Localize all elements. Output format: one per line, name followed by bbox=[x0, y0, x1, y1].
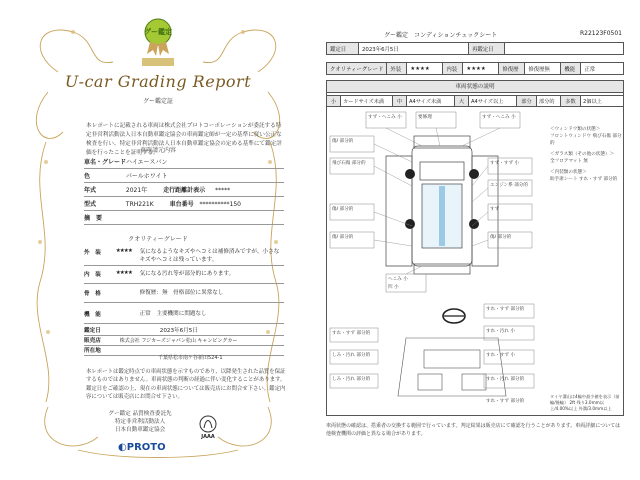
sheet-title: グー鑑定 コンディションチェックシート bbox=[384, 32, 498, 39]
interior-label: 内装 bbox=[443, 63, 463, 75]
vehicle-diagram bbox=[326, 106, 550, 416]
rear-window-outline bbox=[424, 350, 480, 368]
dealer-label: 販売店 bbox=[84, 338, 101, 344]
grade-label: 骨 格 bbox=[84, 291, 101, 297]
dealer-value: 株式会社 フジカーズジャパン松山 キャンピングカー bbox=[119, 338, 238, 344]
exterior-label: 外装 bbox=[387, 63, 407, 75]
mileage-value: ***** bbox=[215, 187, 231, 194]
model-row bbox=[84, 157, 284, 169]
year-row bbox=[84, 185, 284, 197]
function-label: 機能 bbox=[561, 63, 581, 75]
windshield-outline bbox=[420, 162, 464, 180]
damage-label: すず bbox=[490, 207, 500, 212]
inspection-date-table bbox=[326, 42, 624, 55]
note-line: ＜ウィンドウ類の状態＞ bbox=[550, 127, 601, 132]
vehicle-rear-outline bbox=[398, 338, 506, 396]
location-label: 所在地 bbox=[84, 348, 101, 354]
goo-kantei-seal-logo bbox=[136, 14, 180, 68]
location-value: 千葉県松市南ケ谷新田524-1 bbox=[158, 355, 223, 361]
grade-desc: 正常 主要機関に問題なし bbox=[139, 311, 207, 317]
chassis-label: 車台番号 bbox=[169, 201, 194, 208]
certificate-note: 本レポートは鑑定時点での車両状態を示すものであり、以降発生された品質を保証するものではありません。車両状態の判断の経過に伴い変化することがあります。鑑定日をご確認の上、現在の車両状態については販売店にお問合せ下さい。鑑定内容については販売店にお問合せ下さい。 bbox=[86, 369, 286, 401]
model-value: ハイエースバン bbox=[125, 159, 168, 166]
date-label: 鑑定日 bbox=[327, 43, 359, 55]
proto-mark-icon: ◐ bbox=[118, 442, 127, 453]
legend-a4ge: A4サイズ以上 bbox=[469, 96, 517, 107]
inspection-date-row bbox=[84, 326, 284, 336]
inspection-date-value: 2023年6月5日 bbox=[159, 328, 198, 334]
note-line: 助手席シート すれ・すず 部分的 bbox=[550, 177, 618, 182]
certificate-intro: 本レポートに記載される車両は株式会社プロトコーポレーションが委託する特定非営利活動法人日本自動車鑑定協会の車両鑑定師が一定の基準に従い公正な検査を行い、特定非営利活動法人日本自動車鑑定協会の定める基準にて鑑定評価を行ったことを証明する。 bbox=[86, 123, 282, 156]
repair-label: 修復歴 bbox=[499, 63, 525, 75]
year-label: 年式 bbox=[84, 187, 97, 194]
grade-stars: ★★★★ bbox=[115, 248, 132, 254]
grade-interior bbox=[84, 270, 284, 284]
grade-desc: 気になる汚れ等が部分的にあります。 bbox=[139, 271, 235, 277]
wheel-front-left-icon bbox=[405, 169, 415, 179]
damage-label: すれ・すず 部分的 bbox=[332, 331, 371, 336]
function-value: 正常 bbox=[581, 63, 624, 75]
note-line: ＜ガラス類（その他の状態）＞ bbox=[550, 152, 615, 157]
proto-logo bbox=[118, 442, 166, 453]
grade-stars: ★★★★ bbox=[115, 270, 132, 276]
type-row bbox=[84, 199, 284, 211]
legend-partial: 部分的 bbox=[537, 96, 561, 107]
damage-label: すず・すず 小 bbox=[490, 161, 520, 166]
issuer-line: 日本自動車鑑定協会 bbox=[114, 427, 166, 433]
color-row bbox=[84, 171, 284, 183]
damage-label: 傷/ 部分的 bbox=[332, 207, 354, 212]
reinspect-label: 再鑑定日 bbox=[469, 43, 505, 55]
reinspect-value bbox=[505, 43, 624, 55]
damage-label: すれ・汚れ 小 bbox=[486, 329, 516, 334]
sheet-footer-note: 車両状態の確認は、搭乗者の交換する範囲で行っています。判定結果は販売店にて確認を行うことがあります。車両詳細については他検査機関の評価と異なる場合があります。 bbox=[326, 423, 621, 437]
legend-card: カードサイズ未満 bbox=[341, 96, 393, 107]
exterior-stars: ★★★★ bbox=[407, 63, 443, 75]
grade-frame bbox=[84, 289, 284, 303]
date-value: 2023年6月5日 bbox=[359, 43, 469, 55]
damage-label: すれ・すず 部分的 bbox=[486, 399, 525, 404]
damage-label: すれ・すず 部分的 bbox=[486, 307, 525, 312]
rear-bumper bbox=[414, 264, 470, 274]
grading-certificate bbox=[18, 12, 298, 464]
grade-desc: 修復歴：無 骨格部位に異常なし bbox=[139, 290, 224, 296]
dealer-row bbox=[84, 336, 284, 346]
damage-label: しみ・汚れ 部分的 bbox=[332, 377, 371, 382]
grade-label: 外 装 bbox=[84, 250, 101, 256]
legend-a4lt: A4サイズ未満 bbox=[407, 96, 455, 107]
issuer-line: グー鑑定 品質検査委託先 bbox=[108, 411, 172, 417]
legend-small: 小 bbox=[327, 96, 341, 107]
model-label: 車名・グレード bbox=[84, 159, 127, 166]
grade-function bbox=[84, 310, 284, 324]
sheet-number: R22123F0501 bbox=[580, 30, 622, 37]
year-value: 2021年 bbox=[125, 187, 148, 194]
steering-wheel-icon bbox=[443, 309, 465, 323]
note-line: 全フロアマット 無 bbox=[550, 159, 589, 164]
chassis-value: **********150 bbox=[199, 201, 241, 208]
damage-label: すず・へこみ 小 bbox=[482, 115, 516, 120]
interior-stars: ★★★★ bbox=[463, 63, 499, 75]
proto-label: PROTO bbox=[126, 442, 166, 453]
grade-label: 内 装 bbox=[84, 272, 101, 278]
damage-label: 傷/ 部分的 bbox=[332, 235, 354, 240]
note-line: フロントウィンドウ 飛び石傷 部分的 bbox=[550, 134, 622, 146]
seat-left-outline bbox=[418, 374, 442, 390]
seat-right-outline bbox=[462, 374, 486, 390]
quality-section-heading: クオリティーグレード bbox=[128, 236, 188, 243]
remarks-label: 摘 要 bbox=[84, 215, 103, 222]
damage-label: へこみ 小 bbox=[388, 277, 408, 282]
vehicle-section-heading: 車両請元内容 bbox=[139, 147, 176, 154]
type-value: TRH221K bbox=[125, 201, 154, 208]
damage-label: 傷/ 部分的 bbox=[490, 235, 512, 240]
issuer-block bbox=[100, 410, 180, 434]
damage-label: すず・へこみ 小 bbox=[368, 115, 402, 120]
condition-notes bbox=[550, 126, 622, 183]
grade-exterior bbox=[84, 248, 284, 266]
mileage-label: 走行距離計表示 bbox=[163, 187, 206, 194]
damage-label: 凹 小 bbox=[388, 285, 399, 290]
tire-note: タイヤ溝山は4輪中最少値を表示（前輪/後輪） 2ft 残り3.0mm以上/4.00%以上 外溝/3.0mm以上 bbox=[550, 394, 620, 411]
grade-desc: 気になるようなキズやヘコミは補修済みですが、小さなキズやヘコミは残っています。 bbox=[139, 249, 280, 263]
legend-multi: 2個以上 bbox=[581, 96, 624, 107]
color-label: 色 bbox=[84, 173, 91, 180]
qg-label: クオリティーグレード bbox=[327, 63, 387, 75]
damage-label: 傷/ 部分的 bbox=[332, 139, 354, 144]
damage-label: 飛び石傷 部分的 bbox=[332, 161, 366, 166]
grade-label: 機 能 bbox=[84, 312, 101, 318]
certificate-title: U-car Grading Report bbox=[64, 72, 252, 91]
note-line: ＜内装類の状態＞ bbox=[550, 170, 587, 175]
issuer-line: 特定非営利活動法人 bbox=[114, 419, 166, 425]
jaaa-emblem-icon bbox=[194, 414, 222, 440]
damage-label: 要修理 bbox=[418, 115, 432, 120]
repair-value: 修復歴無 bbox=[525, 63, 561, 75]
damage-label: エンジン系 部分的 bbox=[490, 183, 528, 188]
certificate-subtitle: グー鑑定証 bbox=[142, 98, 173, 105]
legend-large: 大 bbox=[455, 96, 469, 107]
wheel-front-right-icon bbox=[469, 169, 479, 179]
jaaa-label: JAAA bbox=[201, 434, 215, 440]
seal-text: グー鑑定 bbox=[144, 28, 172, 36]
damage-label: しみ・汚れ 部分的 bbox=[332, 353, 371, 358]
legend-mid: 中 bbox=[393, 96, 407, 107]
quality-grade-table bbox=[326, 62, 624, 75]
color-value: パールホワイト bbox=[125, 173, 168, 180]
condition-heading: 車両状態の説明 bbox=[327, 81, 623, 93]
damage-label: すれ・すず 小 bbox=[486, 353, 516, 358]
damage-label: すれ・汚れ 部分的 bbox=[486, 377, 525, 382]
inspection-date-label: 鑑定日 bbox=[84, 328, 101, 334]
type-label: 型式 bbox=[84, 201, 97, 208]
legend-part: 部分 bbox=[517, 96, 537, 107]
legend-many: 多数 bbox=[561, 96, 581, 107]
remarks-row bbox=[84, 213, 284, 225]
